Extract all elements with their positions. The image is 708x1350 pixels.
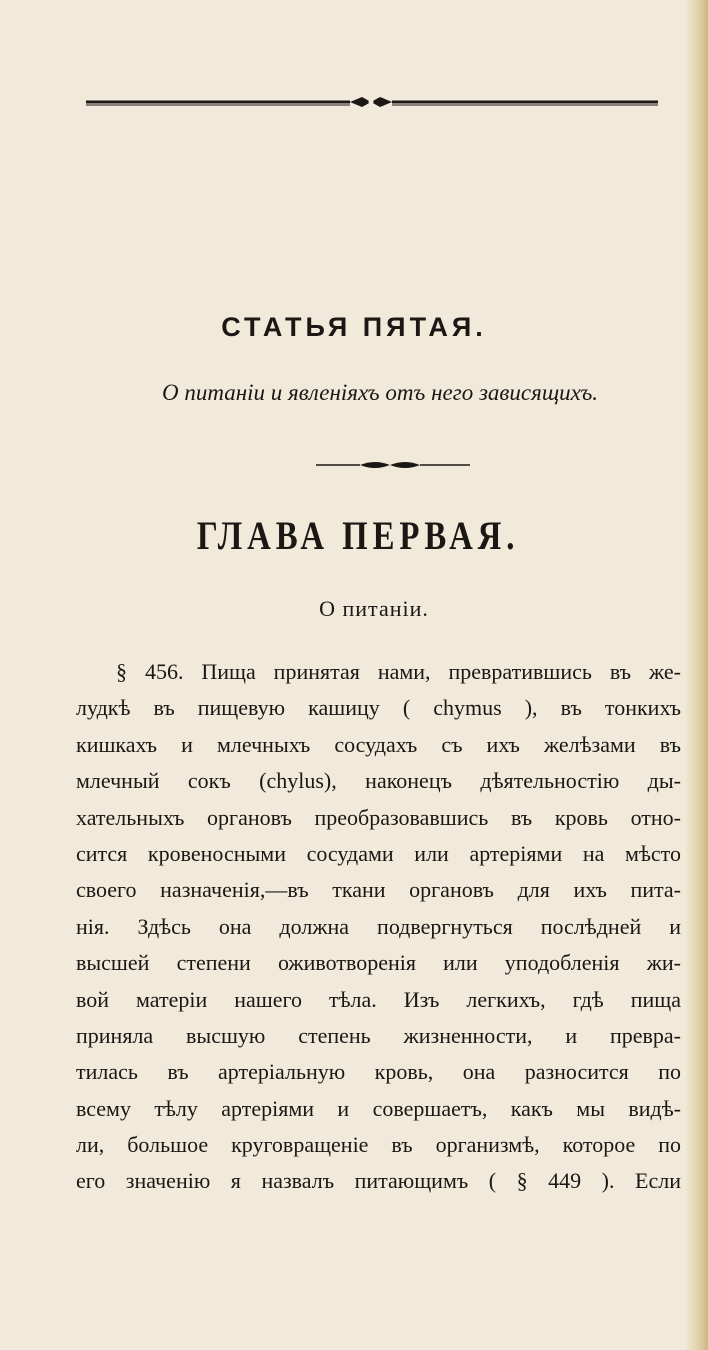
text-line: его значенію я назвалъ питающимъ ( § 449 ). Если (76, 1168, 681, 1194)
text-line: вой матеріи нашего тѣла. Изъ легкихъ, гдѣ пища (76, 986, 681, 1012)
text-line: всему тѣлу артеріями и совершаетъ, какъ мы видѣ- (76, 1095, 681, 1121)
divider-ornament (0, 455, 708, 475)
text-line: § 456. Пища принятая нами, превратившись въ же- (116, 659, 681, 684)
text-line: тилась въ артеріальную кровь, она разносится по (76, 1059, 681, 1085)
top-rule-ornament (0, 92, 708, 112)
text-line: кишкахъ и млечныхъ сосудахъ съ ихъ желѣзами въ (76, 731, 681, 757)
text-line: ли, большое круговращеніе въ организмѣ, которое по (76, 1132, 681, 1158)
page-edge-shading (686, 0, 708, 1350)
text-line: млечный сокъ (chylus), наконецъ дѣятельностію ды- (76, 768, 681, 794)
text-line: нія. Здѣсь она должна подвергнуться послѣдней и (76, 913, 681, 939)
body-paragraph (76, 654, 681, 1200)
text-line: сится кровеносными сосудами или артеріями на мѣсто (76, 840, 681, 866)
text-line: лудкѣ въ пищевую кашицу ( chymus ), въ тонкихъ (76, 695, 681, 721)
chapter-subtitle: О питаніи. (319, 596, 429, 621)
text-line: высшей степени оживотворенія или уподобленія жи- (76, 950, 681, 976)
article-title: СТАТЬЯ ПЯТАЯ. (221, 312, 487, 342)
text-line: приняла высшую степень жизненности, и превра- (76, 1022, 681, 1048)
article-subtitle: О питаніи и явленіяхъ отъ него зависящихъ. (161, 380, 599, 405)
text-line: своего назначенія,—въ ткани органовъ для ихъ пита- (76, 877, 681, 903)
text-line: хательныхъ органовъ преобразовавшись въ кровь отно- (76, 804, 681, 830)
chapter-title: ГЛАВА ПЕРВАЯ. (196, 513, 520, 558)
